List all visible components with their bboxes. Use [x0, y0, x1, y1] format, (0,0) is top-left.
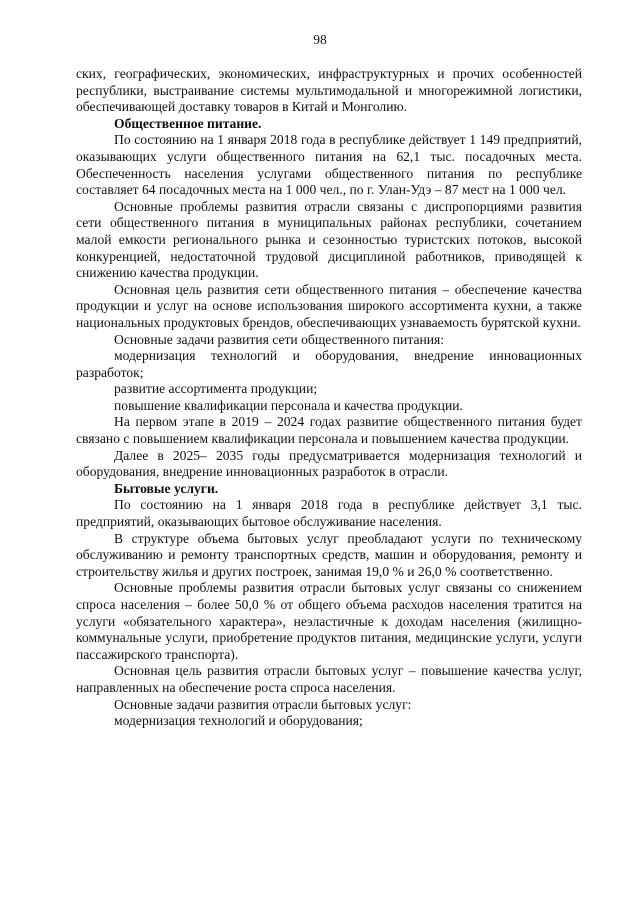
- document-body: [76, 66, 582, 730]
- paragraph: Основная цель развития сети общественного питания – обеспечение качества продукции и услуг на основе использования широкого ассортимента кухни, а также национальных продуктовых брендов, обеспечивающих узнаваемость бурятской кухни.: [76, 281, 582, 330]
- paragraph: В структуре объема бытовых услуг преобладают услуги по техническому обслуживанию и ремонту транспортных средств, машин и оборудования, ремонту и строительству жилья и других построек, занимая 19,0 % и 26,0 % соответственно.: [76, 530, 582, 579]
- paragraph: По состоянию на 1 января 2018 года в республике действует 1 149 предприятий, оказывающих услуги общественного питания на 62,1 тыс. посадочных места. Обеспеченность населения услугами общественного питания по республике составляет 64 посадочных места на 1 000 чел., по г. Улан-Удэ – 87 мест на 1 000 чел.: [76, 132, 582, 198]
- page-number: 98: [313, 32, 327, 47]
- paragraph: Основные задачи развития отрасли бытовых услуг:: [114, 696, 412, 712]
- paragraph: модернизация технологий и оборудования, внедрение инновационных разработок;: [76, 348, 582, 380]
- paragraph: Далее в 2025– 2035 годы предусматривается модернизация технологий и оборудования, внедрение инновационных разработок в отрасли.: [76, 447, 582, 480]
- paragraph: Основные задачи развития сети общественного питания:: [114, 331, 445, 347]
- paragraph: Основные проблемы развития отрасли связаны с диспропорциями развития сети общественного питания в муниципальных районах республики, сочетанием малой емкости регионального рынка и сезонностью туристских потоков, высокой конкуренцией, недостаточной трудовой дисциплиной работников, приводящей к снижению качества продукции.: [76, 198, 582, 281]
- paragraph: По состоянию на 1 января 2018 года в республике действует 3,1 тыс. предприятий, оказывающих бытовое обслуживание населения.: [76, 497, 582, 530]
- paragraph: развитие ассортимента продукции;: [114, 381, 318, 397]
- paragraph: повышение квалификации персонала и качества продукции.: [114, 397, 463, 413]
- paragraph: Основные проблемы развития отрасли бытовых услуг связаны со снижением спроса населения – более 50,0 % от общего объема расходов населения тратится на услуги «обязательного характера», неэластичные к доходам населения (жилищно-коммунальные услуги, приобретение продуктов питания, медицинские услуги, услуги пассажирского транспорта).: [76, 580, 582, 662]
- section-heading: Общественное питание.: [114, 115, 262, 131]
- paragraph: ских, географических, экономических, инфраструктурных и прочих особенностей республики, выстраивание системы мультимодальной и многорежимной логистики, обеспечивающей доставку товаров в Китай и Монголию.: [76, 66, 582, 115]
- paragraph: модернизация технологий и оборудования;: [114, 713, 363, 729]
- paragraph: Основная цель развития отрасли бытовых услуг – повышение качества услуг, направленных на обеспечение роста спроса населения.: [76, 663, 582, 695]
- section-heading: Бытовые услуги.: [114, 480, 219, 496]
- paragraph: На первом этапе в 2019 – 2024 годах развитие общественного питания будет связано с повышением квалификации персонала и повышением качества продукции.: [76, 414, 582, 447]
